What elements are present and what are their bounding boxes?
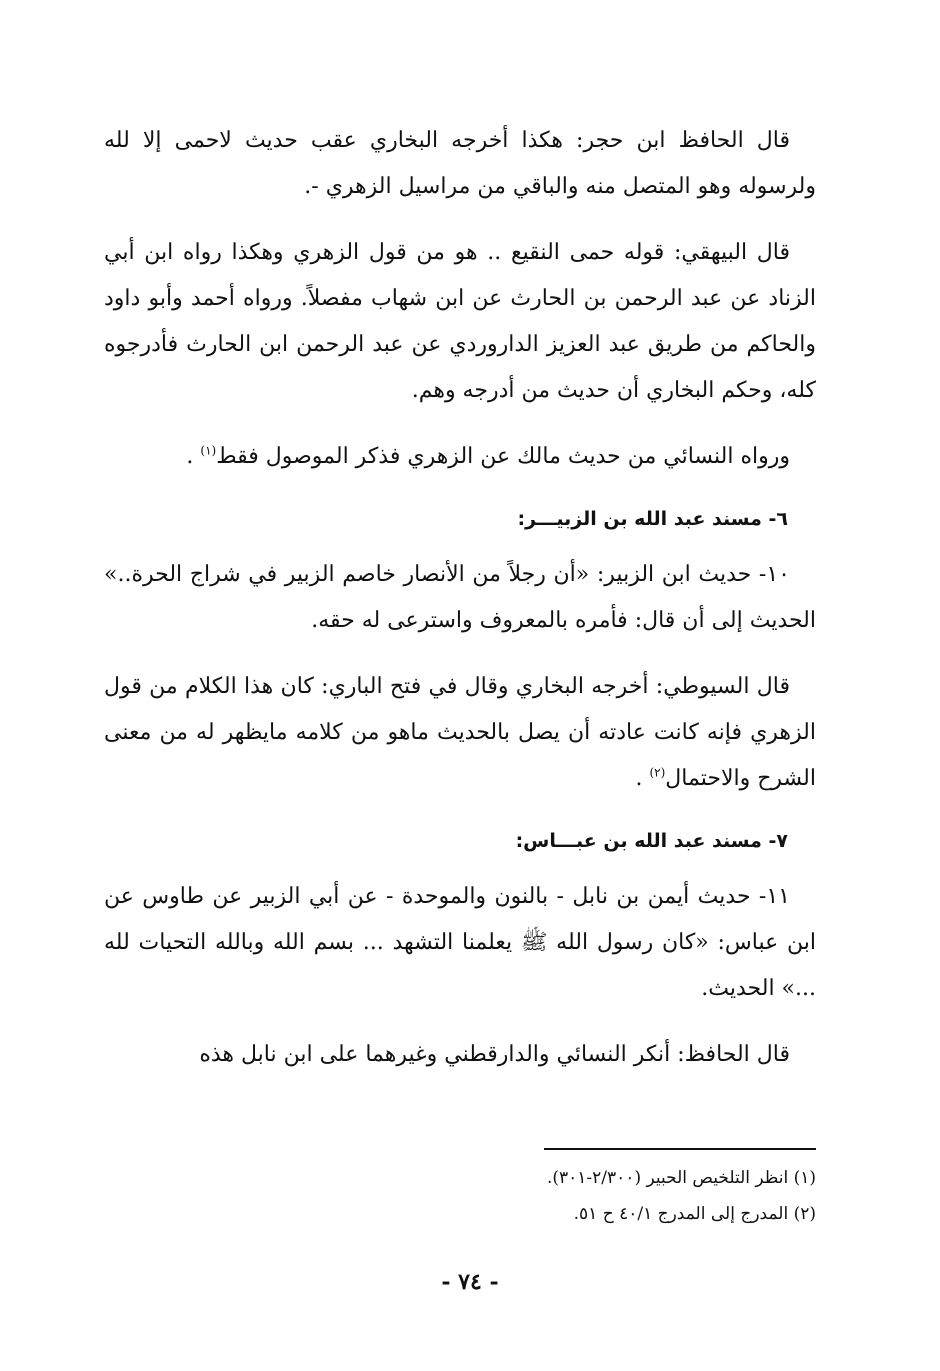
paragraph-text: قال السيوطي: أخرجه البخاري وقال في فتح الباري: كان هذا الكلام من قول الزهري فإنه كانت عادته أن يصل بالحديث ماهو من كلامه مايظهر له من معنى الشرح والاحتمال xyxy=(104,674,816,791)
paragraph-text: ١١- حديث أيمن بن نابل - بالنون والموحدة - عن أبي الزبير عن طاوس عن ابن عباس: «كان رسول الله ﷺ يعلمنا التشهد ... بسم الله وبالله التحيات لله ...» الحديث. xyxy=(104,884,816,1001)
hadith-11 xyxy=(104,874,816,1012)
trailing-dot: . xyxy=(635,766,650,791)
footnote-divider xyxy=(544,1148,816,1150)
trailing-dot: . xyxy=(186,444,201,469)
paragraph-text: قال الحافظ ابن حجر: هكذا أخرجه البخاري عقب حديث لاحمى إلا لله ولرسوله وهو المتصل منه والباقي من مراسيل الزهري -. xyxy=(104,128,816,199)
footnote-1: (١) انظر التلخيص الحبير (٢/٣٠٠-٣٠١). xyxy=(546,1168,816,1188)
paragraph-suyuti xyxy=(104,664,816,802)
footnotes xyxy=(316,1160,816,1232)
footnote-mark-1: (١) xyxy=(200,443,217,458)
section-heading-ibn-zubair: ٦- مسند عبد الله بن الزبيـــر: xyxy=(517,508,788,530)
main-text xyxy=(104,118,816,1098)
paragraph-text: ورواه النسائي من حديث مالك عن الزهري فذكر الموصول فقط xyxy=(216,444,790,469)
paragraph-nasai xyxy=(104,434,816,480)
paragraph-hafiz xyxy=(104,1032,816,1078)
paragraph-ibn-hajar xyxy=(104,118,816,210)
page-number: - ٧٤ - xyxy=(441,1269,499,1295)
footnote-2: (٢) المدرج إلى المدرج ٤٠/١ ح ٥١. xyxy=(573,1204,816,1224)
paragraph-bayhaqi xyxy=(104,230,816,414)
footnote-mark-2: (٢) xyxy=(649,765,666,780)
paragraph-text: قال الحافظ: أنكر النسائي والدارقطني وغيرهما على ابن نابل هذه xyxy=(199,1042,790,1067)
section-heading-ibn-abbas: ٧- مسند عبد الله بن عبـــاس: xyxy=(515,830,788,852)
paragraph-text: قال البيهقي: قوله حمى النقيع .. هو من قول الزهري وهكذا رواه ابن أبي الزناد عن عبد الرحمن بن الحارث عن ابن شهاب مفصلاً. ورواه أحمد وأبو داود والحاكم من طريق عبد العزيز الداروردي عن عبد الرحمن ابن الحارث فأدرجوه كله، وحكم البخاري أن حديث من أدرجه وهم. xyxy=(104,240,816,403)
paragraph-text: ١٠- حديث ابن الزبير: «أن رجلاً من الأنصار خاصم الزبير في شراج الحرة..» الحديث إلى أن قال: فأمره بالمعروف واسترعى له حقه. xyxy=(104,562,816,633)
hadith-10 xyxy=(104,552,816,644)
